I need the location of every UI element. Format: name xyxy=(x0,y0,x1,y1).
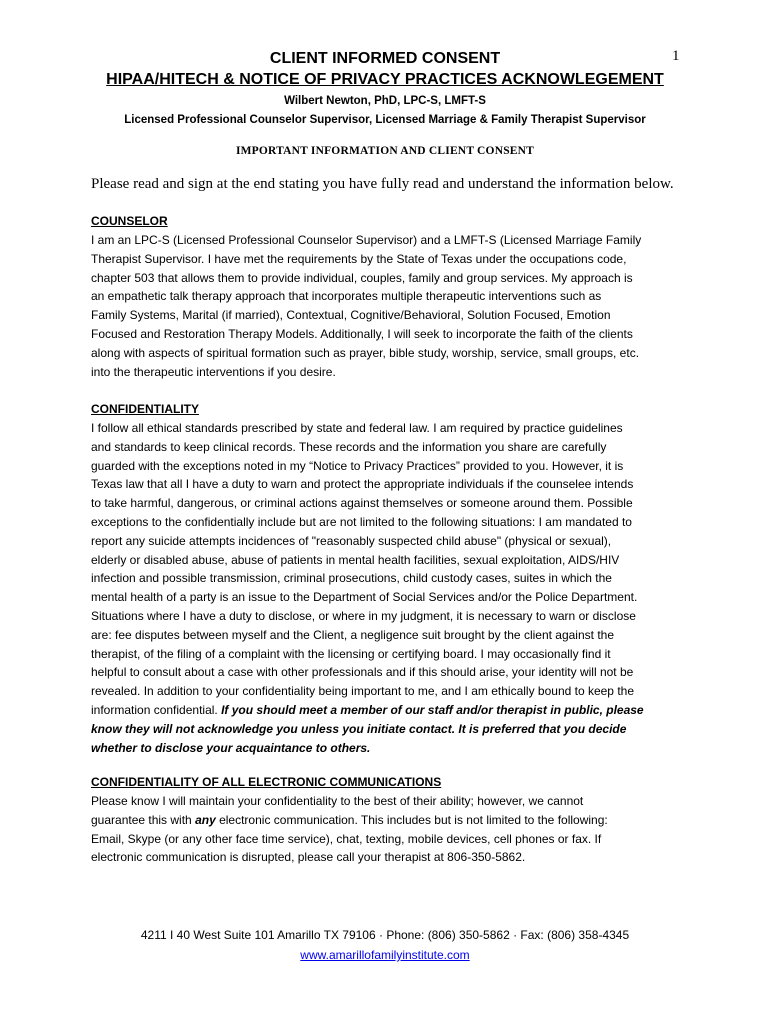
website-link[interactable]: www.amarillofamilyinstitute.com xyxy=(300,948,470,962)
paragraph-line: mental health of a party is an issue to the Department of Social Services and/or the Police Department. xyxy=(91,590,638,605)
footer-address: 4211 I 40 West Suite 101 Amarillo TX 79106 · Phone: (806) 350-5862 · Fax: (806) 358-4345 xyxy=(140,928,630,942)
consent-subheading: IMPORTANT INFORMATION AND CLIENT CONSENT xyxy=(235,145,535,157)
paragraph-line: into the therapeutic interventions if you desire. xyxy=(91,364,336,379)
paragraph-line: electronic communication is disrupted, please call your therapist at 806-350-5862. xyxy=(91,850,526,865)
paragraph-line: I follow all ethical standards prescribed by state and federal law. I am required by practice guidelines xyxy=(91,421,623,435)
paragraph-text: electronic communication. This includes but is not limited to the following: xyxy=(215,812,608,827)
paragraph-text: information confidential. xyxy=(91,702,222,717)
author-credentials: Licensed Professional Counselor Supervisor, Licensed Marriage & Family Therapist Supervisor xyxy=(124,114,646,126)
section-counselor xyxy=(91,212,691,381)
page-footer xyxy=(0,925,770,965)
any-emphasis: any xyxy=(195,812,216,827)
paragraph-line: infection and possible transmission, criminal prosecutions, child custody cases, suites in which the xyxy=(91,571,612,586)
section-heading: CONFIDENTIALITY OF ALL ELECTRONIC COMMUNICATIONS xyxy=(91,775,442,789)
paragraph-line: Focused and Restoration Therapy Models. Additionally, I will seek to incorporate the faith of the clients xyxy=(91,326,633,341)
paragraph-line: Email, Skype (or any other face time service), chat, texting, mobile devices, cell phones or fax. If xyxy=(91,831,602,846)
section-heading: CONFIDENTIALITY xyxy=(91,402,199,416)
paragraph-line: I am an LPC-S (Licensed Professional Counselor Supervisor) and a LMFT-S (Licensed Marriage Family xyxy=(91,233,642,247)
document-header xyxy=(0,48,770,157)
paragraph-line: Please know I will maintain your confidentiality to the best of their ability; however, we cannot xyxy=(91,794,584,808)
paragraph-line: and standards to keep clinical records. These records and the information you share are carefully xyxy=(91,439,607,454)
section-heading: COUNSELOR xyxy=(91,214,168,228)
paragraph-line: chapter 503 that allows them to provide individual, couples, family and group services. My approach is xyxy=(91,270,633,285)
paragraph-line: Situations where I have a duty to disclose, or where in my judgment, it is necessary to warn or disclose xyxy=(91,608,636,623)
paragraph-line: guarded with the exceptions noted in my “Notice to Privacy Practices” provided to you. However, it is xyxy=(91,458,624,473)
paragraph-line: Therapist Supervisor. I have met the requirements by the State of Texas under the occupations code, xyxy=(91,251,627,266)
staff-notice-emphasis: know they will not acknowledge you unless you initiate contact. It is preferred that you decide xyxy=(91,721,627,736)
intro-instruction: Please read and sign at the end stating you have fully read and understand the information below. xyxy=(91,176,674,192)
paragraph-text: guarantee this with xyxy=(91,812,196,827)
paragraph-line: to take harmful, dangerous, or criminal actions against themselves or someone around them. Possible xyxy=(91,496,633,511)
paragraph-line: helpful to consult about a case with other professionals and if this should arise, your identity will not be xyxy=(91,665,634,680)
paragraph-line: exceptions to the confidentially include but are not limited to the following situations: I am mandated to xyxy=(91,514,632,529)
paragraph-line: elderly or disabled abuse, abuse of patients in mental health facilities, sexual exploitation, AIDS/HIV xyxy=(91,552,620,567)
paragraph-line: an empathetic talk therapy approach that incorporates multiple therapeutic interventions such as xyxy=(91,289,602,304)
page-number: 1 xyxy=(672,48,680,64)
staff-notice-emphasis: If you should meet a member of our staff and/or therapist in public, please xyxy=(221,702,644,717)
paragraph-line: Texas law that all I have a duty to warn and protect the appropriate individuals if the counselee intends xyxy=(91,477,634,492)
paragraph-line: therapist, of the filing of a complaint with the licensing or certifying board. I may occasionally find it xyxy=(91,646,611,661)
document-subtitle: HIPAA/HITECH & NOTICE OF PRIVACY PRACTICES ACKNOWLEGEMENT xyxy=(106,71,664,88)
paragraph-line xyxy=(91,701,691,720)
paragraph-line: revealed. In addition to your confidentiality being important to me, and I am ethically bound to keep the xyxy=(91,684,634,699)
section-confidentiality xyxy=(91,400,691,757)
paragraph-line: report any suicide attempts incidences of "reasonably suspected child abuse" (physical or sexual), xyxy=(91,533,612,548)
paragraph-line xyxy=(91,811,691,830)
staff-notice-emphasis: whether to disclose your acquaintance to others. xyxy=(91,740,371,755)
paragraph-line: Family Systems, Marital (if married), Contextual, Cognitive/Behavioral, Solution Focused, Emotion xyxy=(91,308,611,323)
paragraph-line: are: fee disputes between myself and the Client, a negligence suit brought by the client against the xyxy=(91,627,614,642)
author-name: Wilbert Newton, PhD, LPC-S, LMFT-S xyxy=(284,95,486,107)
document-title: CLIENT INFORMED CONSENT xyxy=(269,50,501,67)
paragraph-line: along with aspects of spiritual formation such as prayer, bible study, worship, service, small groups, etc. xyxy=(91,345,640,360)
section-electronic-communications xyxy=(91,773,691,867)
